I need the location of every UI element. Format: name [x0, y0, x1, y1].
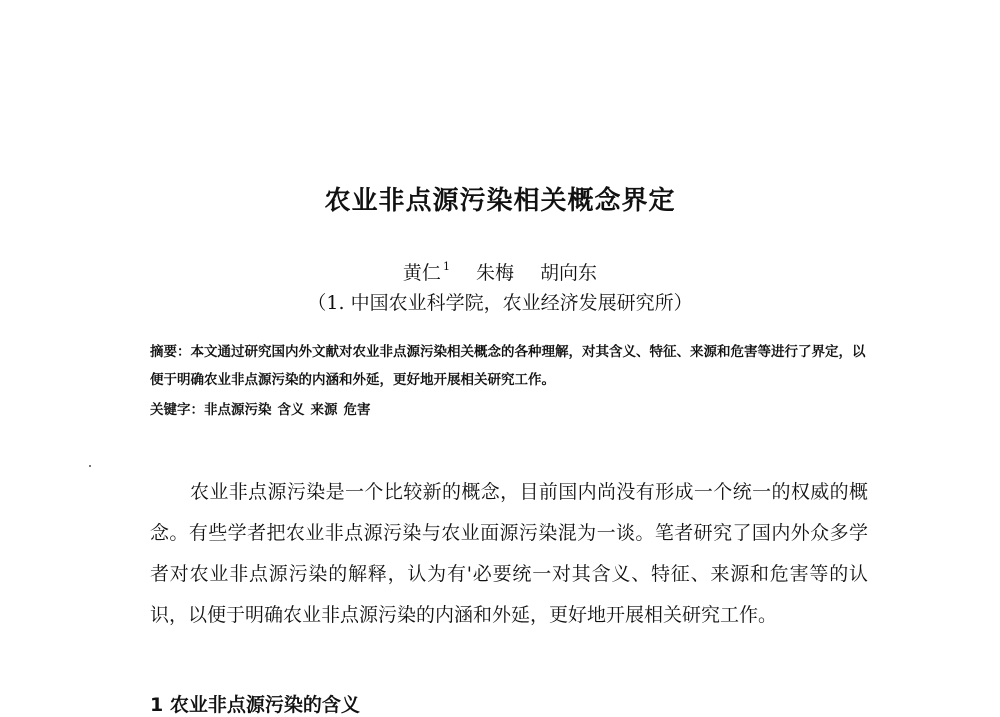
- keyword: 含义: [277, 402, 305, 418]
- keyword: 危害: [343, 402, 371, 418]
- keyword: 来源: [310, 402, 338, 418]
- paper-title: 农业非点源污染相关概念界定: [324, 186, 676, 216]
- keywords: [150, 398, 868, 418]
- author-affiliation: （1. 中国农业科学院，农业经济发展研究所）: [307, 292, 693, 314]
- abstract: [150, 338, 868, 394]
- section-heading: 1 农业非点源污染的含义: [150, 694, 360, 716]
- author-line: [0, 258, 1000, 285]
- keywords-label: 关键字：: [150, 402, 204, 418]
- abstract-label: 摘要：: [150, 344, 191, 360]
- body-paragraph: 农业非点源污染是一个比较新的概念，目前国内尚没有形成一个统一的权威的概念。有些学者把农业非点源污染与农业面源污染混为一谈。笔者研究了国内外众多学者对农业非点源污染的解释，认为有'必要统一对其含义、特征、来源和危害等的认识，以便于明确农业非点源污染的内涵和外延，更好地开展相关研究工作。: [150, 481, 868, 626]
- scan-speck: [89, 465, 91, 467]
- keyword: 非点源污染: [204, 402, 272, 418]
- author-name: 胡向东: [540, 262, 598, 284]
- affiliation-marker: 1: [442, 260, 450, 273]
- author-name: 朱梅: [475, 262, 514, 284]
- author-name: 黄仁 $^1$: [402, 260, 450, 284]
- abstract-text: 本文通过研究国内外文献对农业非点源污染相关概念的各种理解，对其含义、特征、来源和危害等进行了界定，以便于明确农业非点源污染的内涵和外延，更好地开展相关研究工作。: [150, 344, 866, 388]
